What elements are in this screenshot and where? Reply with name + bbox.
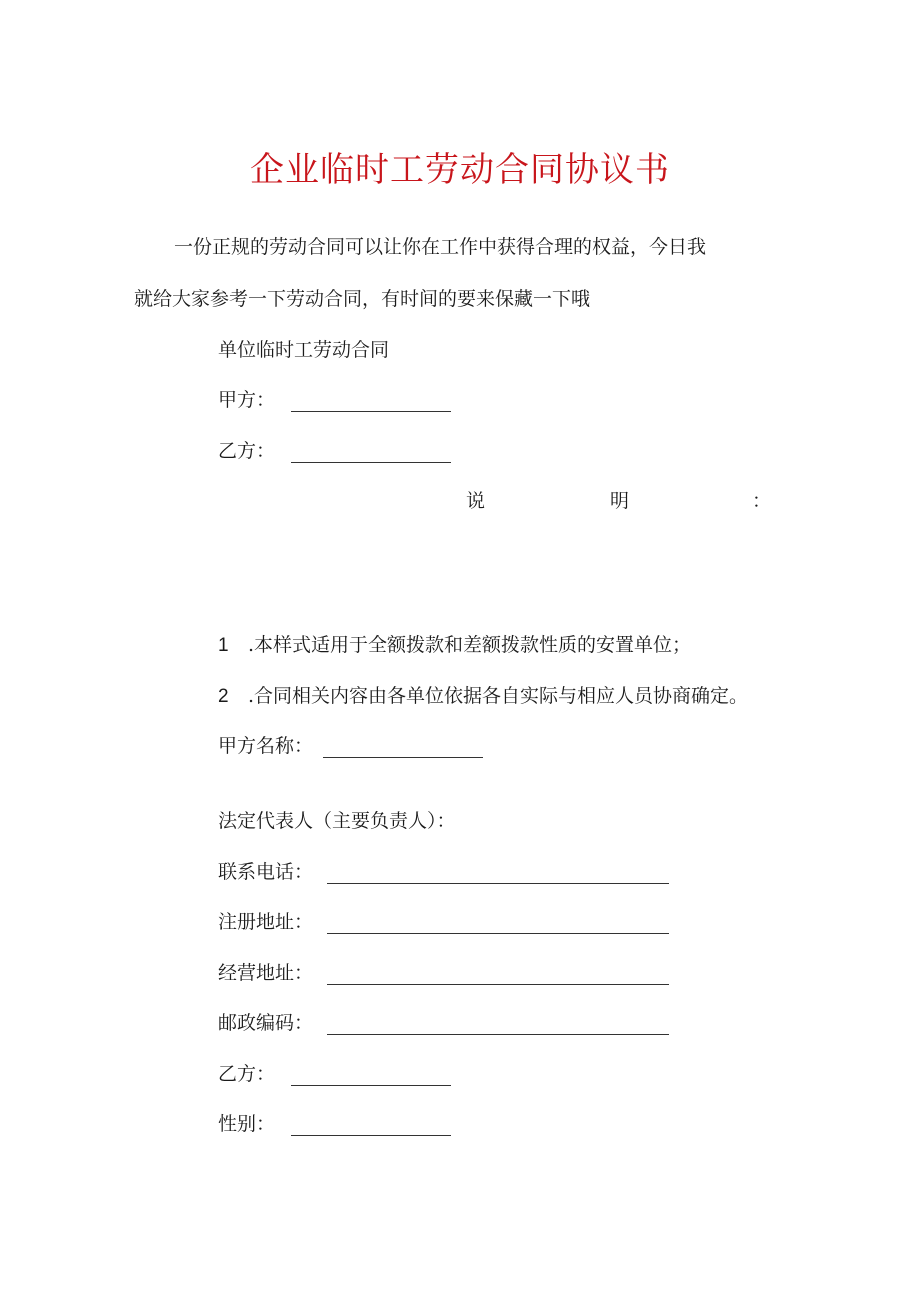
party-b-row [218, 436, 451, 463]
phone-row [218, 857, 669, 884]
party-a-name-label: 甲方名称： [218, 735, 314, 757]
party-b-blank[interactable] [291, 442, 451, 463]
intro-paragraph-line-1: 一份正规的劳动合同可以让你在工作中获得合理的权益，今日我 [174, 236, 707, 258]
gender-label: 性别： [218, 1113, 276, 1135]
phone-blank[interactable] [327, 863, 669, 884]
postcode-row [218, 1008, 669, 1035]
note-number: 2 [218, 686, 229, 707]
notes-heading-char-1: 说 [466, 490, 486, 512]
note-text: .本样式适用于全额拨款和差额拨款性质的安置单位； [248, 634, 692, 656]
business-address-blank[interactable] [327, 964, 669, 985]
legal-representative-label: 法定代表人（主要负责人）： [218, 810, 456, 832]
gender-blank[interactable] [291, 1115, 451, 1136]
business-address-label: 经营地址： [218, 962, 314, 984]
party-a-name-blank[interactable] [323, 737, 483, 758]
party-a-label: 甲方： [218, 389, 276, 411]
note-number: 1 [218, 635, 229, 656]
party-b-2-label: 乙方： [218, 1063, 276, 1085]
note-item-1 [218, 630, 691, 657]
note-text: .合同相关内容由各单位依据各自实际与相应人员协商确定。 [248, 685, 749, 707]
intro-paragraph-line-2: 就给大家参考一下劳动合同，有时间的要来保藏一下哦 [134, 288, 591, 310]
party-a-row [218, 385, 451, 412]
postcode-blank[interactable] [327, 1014, 669, 1035]
registered-address-blank[interactable] [327, 913, 669, 934]
business-address-row [218, 958, 669, 985]
party-b-2-row [218, 1059, 451, 1086]
registered-address-row [218, 907, 669, 934]
contract-heading: 单位临时工劳动合同 [218, 339, 390, 361]
notes-heading-char-2: 明 [610, 490, 630, 512]
phone-label: 联系电话： [218, 861, 314, 883]
party-b-label: 乙方： [218, 440, 276, 462]
party-a-name-row [218, 731, 483, 758]
notes-heading-colon: ： [752, 490, 772, 512]
document-title: 企业临时工劳动合同协议书 [250, 150, 670, 190]
party-a-blank[interactable] [291, 391, 451, 412]
registered-address-label: 注册地址： [218, 911, 314, 933]
postcode-label: 邮政编码： [218, 1012, 314, 1034]
gender-row [218, 1109, 451, 1136]
note-item-2 [218, 681, 748, 708]
party-b-2-blank[interactable] [291, 1065, 451, 1086]
